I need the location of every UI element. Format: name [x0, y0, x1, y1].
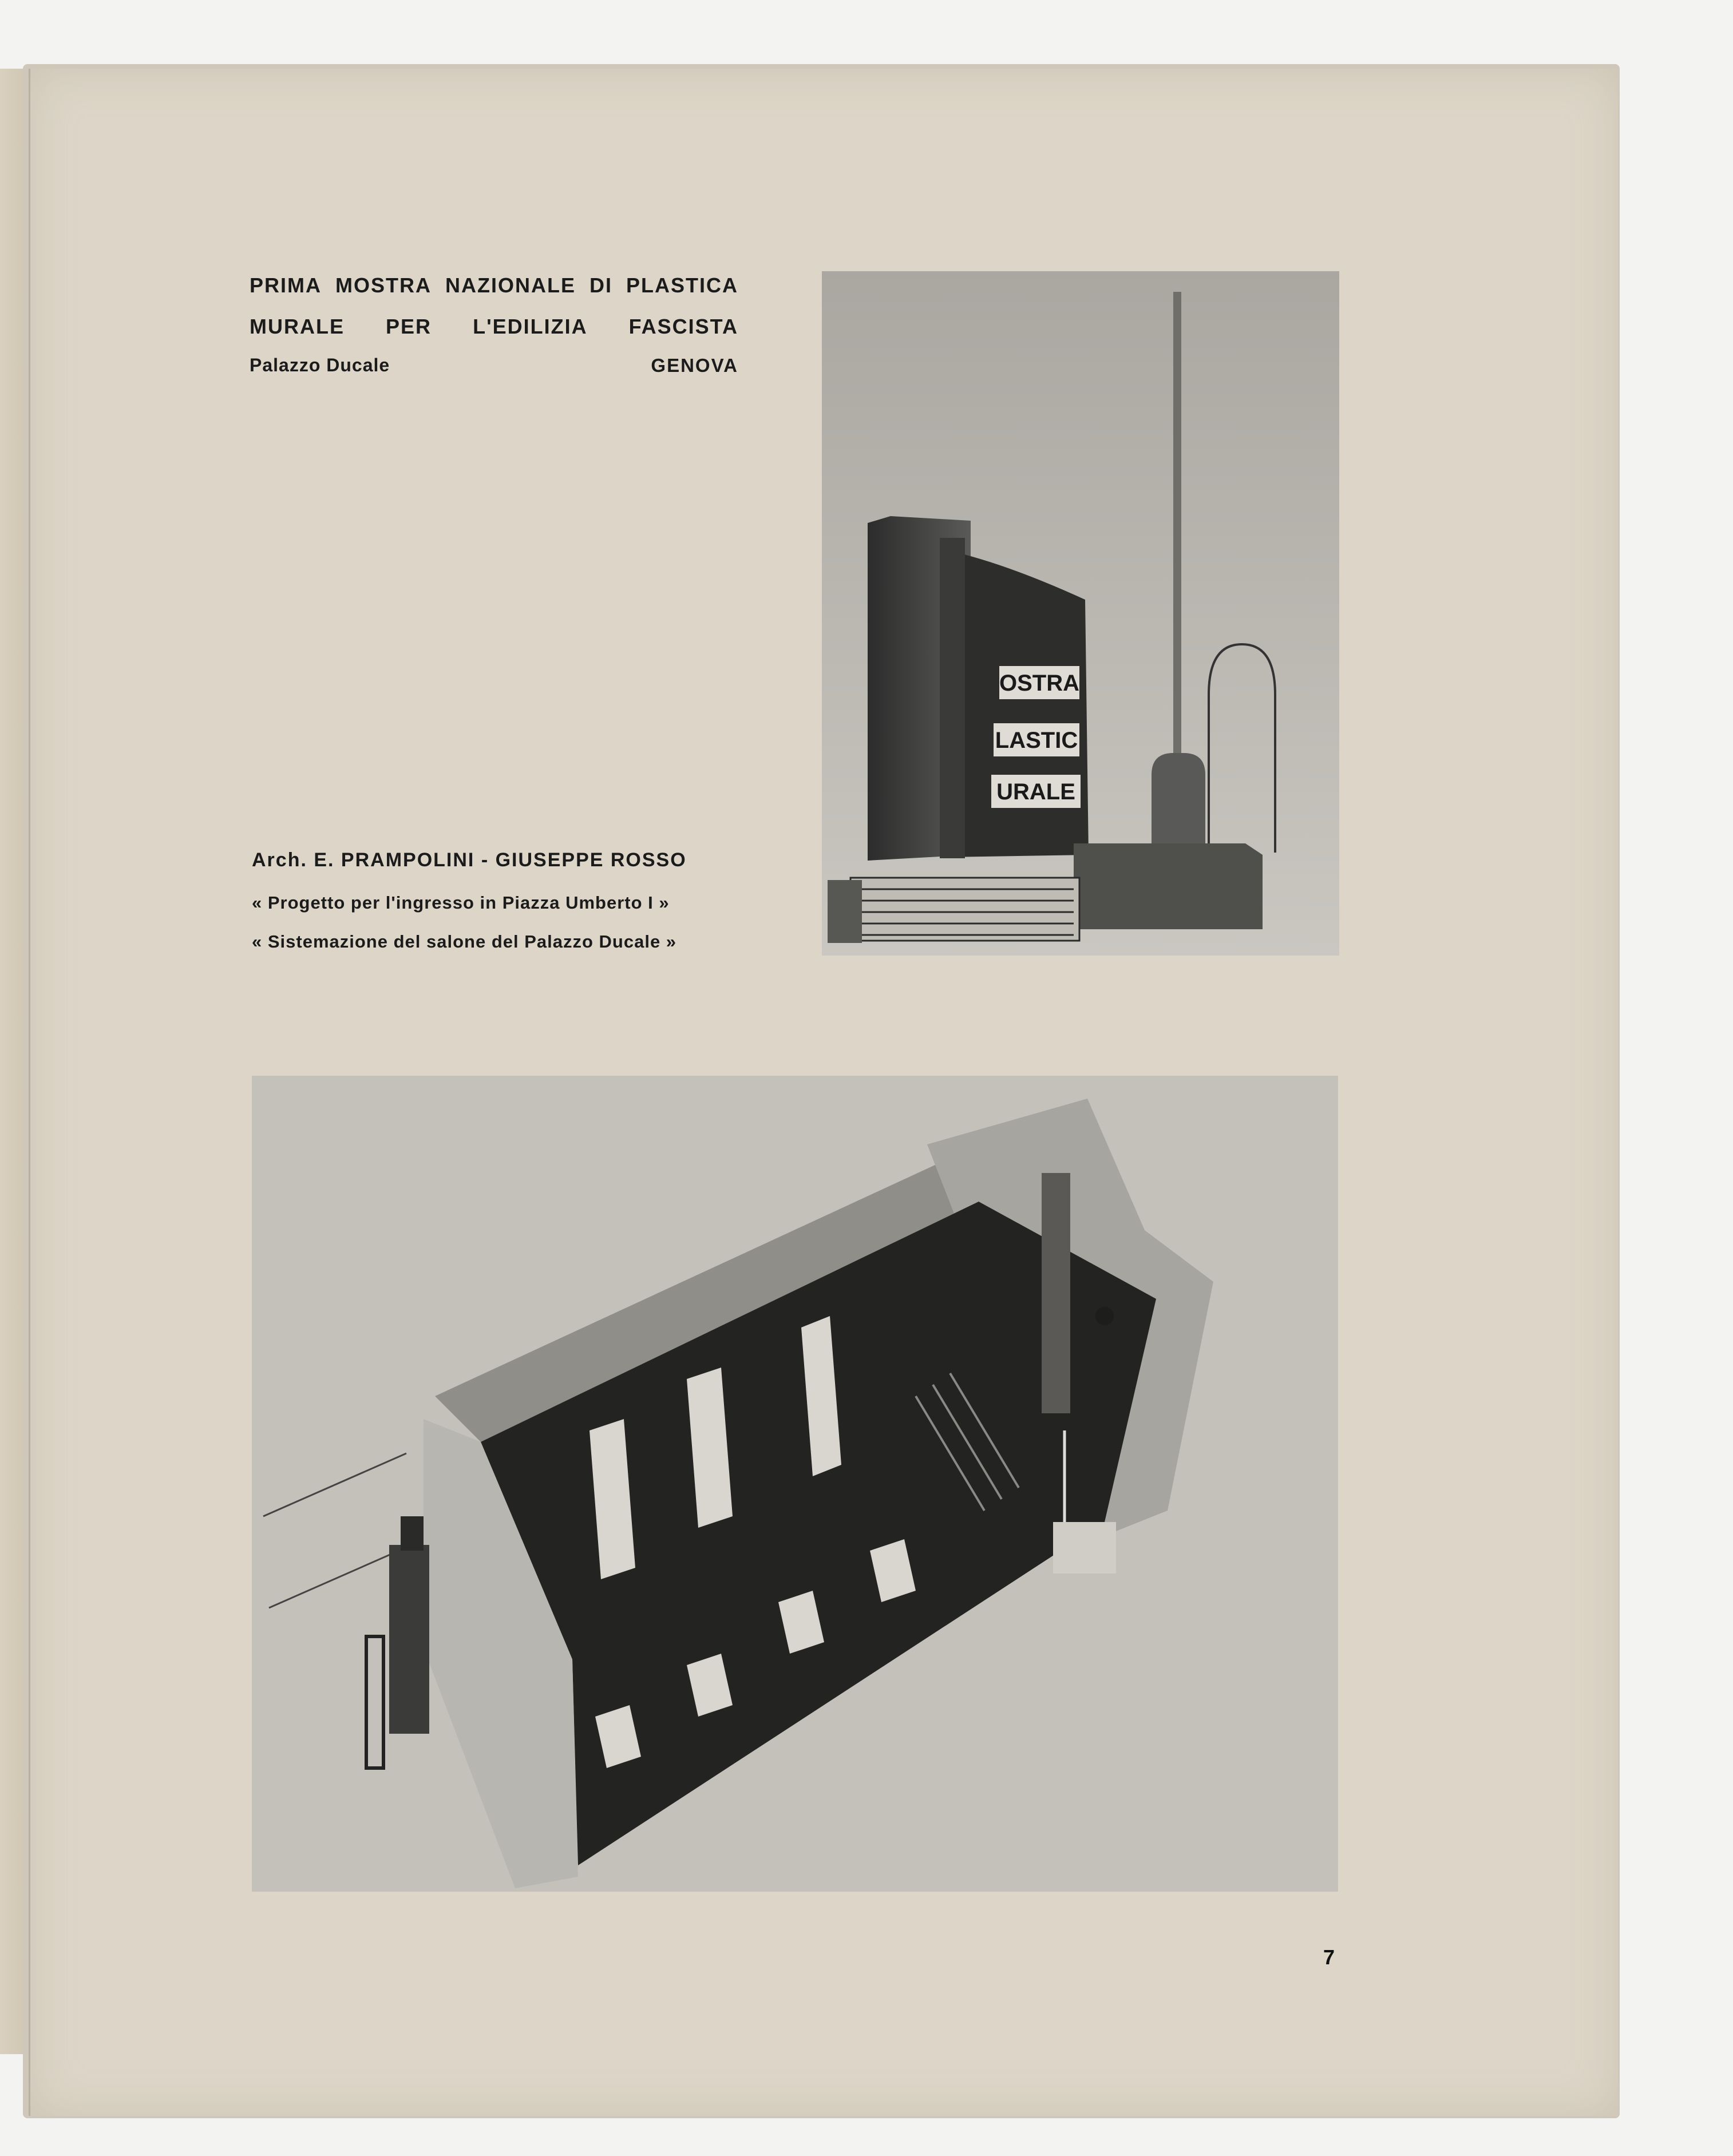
stair-wall — [828, 880, 862, 943]
title-word: PER — [386, 315, 432, 338]
architects-caption: Arch. E. PRAMPOLINI - GIUSEPPE ROSSO — [252, 849, 687, 871]
pedestal-drum — [1152, 753, 1205, 853]
title-word: MOSTRA — [335, 274, 432, 297]
hall-axonometric-image — [252, 1076, 1338, 1892]
title-word: L'EDILIZIA — [473, 315, 588, 338]
entrance-perspective-image — [822, 271, 1339, 956]
title-word: NAZIONALE — [445, 274, 576, 297]
entrance-drawing — [822, 271, 1339, 956]
sign-line-2: LASTIC — [995, 728, 1078, 753]
flag-pole — [1173, 292, 1181, 782]
title-word: MURALE — [250, 315, 345, 338]
exhibition-title-line-2 — [250, 315, 738, 339]
title-word: DI — [589, 274, 612, 297]
city: GENOVA — [651, 355, 738, 376]
title-word: PLASTICA — [626, 274, 738, 297]
exhibition-location — [250, 355, 738, 376]
venue: Palazzo Ducale — [250, 355, 390, 375]
hall-drawing — [252, 1076, 1338, 1892]
tower-fin — [940, 538, 965, 858]
title-word: FASCISTA — [628, 315, 738, 338]
inner-column — [1042, 1173, 1070, 1413]
project-caption-1: « Progetto per l'ingresso in Piazza Umberto I » — [252, 893, 670, 913]
project-caption-2: « Sistemazione del salone del Palazzo Ducale » — [252, 932, 677, 952]
podium — [1053, 1522, 1116, 1574]
sign-line-1: OSTRA — [999, 671, 1079, 696]
entrance-stairs — [850, 878, 1079, 941]
sign-line-3: URALE — [996, 779, 1075, 804]
title-word: PRIMA — [250, 274, 322, 297]
knob — [1095, 1307, 1114, 1325]
tower-front — [948, 550, 1089, 857]
page-number: 7 — [1323, 1945, 1335, 1969]
exhibition-title-line-1 — [250, 274, 738, 298]
side-block — [1074, 843, 1263, 929]
